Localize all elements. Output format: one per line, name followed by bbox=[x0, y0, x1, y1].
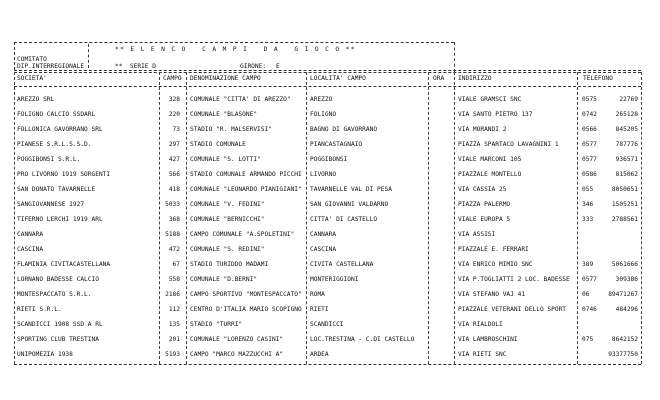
cell-localita: ROMA bbox=[310, 291, 325, 298]
table-row bbox=[0, 156, 660, 164]
cell-indirizzo: VIA LAMBROSCHINI bbox=[458, 336, 518, 343]
cell-localita: LOC.TRESTINA - C.DI CASTELLO bbox=[310, 336, 415, 343]
cell-prefisso: 0742 bbox=[582, 111, 597, 118]
cell-denominazione: COMUNALE "LEONARDO PIANIGIANI" bbox=[190, 186, 302, 193]
cell-campo: 418 bbox=[168, 186, 180, 193]
comitato-label: COMITATO bbox=[17, 56, 47, 63]
cell-societa: AREZZO SRL bbox=[17, 96, 55, 103]
cell-localita: POGGIBONSI bbox=[310, 156, 348, 163]
cell-numero: 2788561 bbox=[611, 216, 638, 223]
cell-prefisso: 0586 bbox=[582, 171, 597, 178]
cell-societa: PIANESE S.R.L.S.S.D. bbox=[17, 141, 92, 148]
cell-denominazione: COMUNALE "V. FEDINI" bbox=[190, 201, 265, 208]
col-header-campo: CAMPO bbox=[163, 75, 182, 82]
cell-indirizzo: VIA RIETI SNC bbox=[458, 351, 507, 358]
cell-indirizzo: VIA CASSIA 25 bbox=[458, 186, 507, 193]
cell-indirizzo: VIALE MARCONI 105 bbox=[458, 156, 522, 163]
table-row bbox=[0, 201, 660, 209]
dip-label: DIP.INTERREGIONALE bbox=[17, 63, 85, 70]
cell-localita: CITTA' DI CASTELLO bbox=[310, 216, 378, 223]
serie-label: ** SERIE D bbox=[115, 63, 156, 70]
document-title: ** E L E N C O C A M P I D A G I O C O ** bbox=[115, 46, 356, 53]
cell-campo: 2186 bbox=[165, 291, 180, 298]
header-divider bbox=[88, 44, 89, 68]
cell-localita: TAVARNELLE VAL DI PESA bbox=[310, 186, 392, 193]
cell-indirizzo: PIAZZA SPARTACO LAVAGNINI 1 bbox=[458, 141, 559, 148]
cell-societa: FOLIGNO CALCIO SSDARL bbox=[17, 111, 96, 118]
cell-numero: 787776 bbox=[615, 141, 638, 148]
header-separator bbox=[14, 70, 641, 71]
cell-campo: 5033 bbox=[165, 201, 180, 208]
cell-denominazione: CAMPO COMUNALE "A.SPOLETINI" bbox=[190, 231, 295, 238]
cell-denominazione: CAMPO SPORTIVO "MONTESPACCATO" bbox=[190, 291, 302, 298]
col-header-localita: LOCALITA' CAMPO bbox=[310, 75, 366, 82]
cell-campo: 558 bbox=[168, 276, 180, 283]
cell-indirizzo: VIA ENRICO MIMIO SNC bbox=[458, 261, 533, 268]
cell-prefisso: 075 bbox=[582, 336, 594, 343]
cell-denominazione: CENTRO D'ITALIA MARIO SCOPIGNO bbox=[190, 306, 302, 313]
cell-numero: 1505251 bbox=[611, 201, 638, 208]
cell-denominazione: COMUNALE "D.BERNI" bbox=[190, 276, 258, 283]
table-bottom-border bbox=[14, 364, 641, 365]
cell-indirizzo: VIA SANTO PIETRO 137 bbox=[458, 111, 533, 118]
cell-denominazione: STADIO TURIDDO MADAMI bbox=[190, 261, 269, 268]
col-header-ora: ORA bbox=[433, 75, 445, 82]
cell-prefisso: 06 bbox=[582, 291, 590, 298]
cell-indirizzo: VIA RIALDOLI bbox=[458, 321, 503, 328]
cell-prefisso: 0577 bbox=[582, 156, 597, 163]
cell-campo: 328 bbox=[168, 96, 180, 103]
cell-indirizzo: VIALE EUROPA 5 bbox=[458, 216, 511, 223]
cell-societa: TIFERNO LERCHI 1919 ARL bbox=[17, 216, 103, 223]
cell-numero: 89471267 bbox=[608, 291, 638, 298]
cell-denominazione: COMUNALE "LORENZO CASINI" bbox=[190, 336, 284, 343]
cell-campo: 67 bbox=[172, 261, 180, 268]
cell-numero: 936571 bbox=[615, 156, 638, 163]
cell-localita: LIVORNO bbox=[310, 171, 337, 178]
col-header-indirizzo: INDIRIZZO bbox=[458, 75, 492, 82]
header-right-border bbox=[454, 42, 455, 72]
cell-campo: 135 bbox=[168, 321, 180, 328]
table-row bbox=[0, 231, 660, 239]
cell-numero: 484296 bbox=[615, 306, 638, 313]
col-header-denominazione: DENOMINAZIONE CAMPO bbox=[190, 75, 261, 82]
header-left-border bbox=[14, 42, 15, 70]
columns-top-border bbox=[14, 72, 641, 73]
cell-localita: RIETI bbox=[310, 306, 329, 313]
top-border bbox=[14, 42, 454, 43]
cell-societa: LORNANO BADESSE CALCIO bbox=[17, 276, 99, 283]
cell-numero: 845205 bbox=[615, 126, 638, 133]
cell-denominazione: STADIO "R. MALSERVISI" bbox=[190, 126, 272, 133]
cell-indirizzo: VIALE GRAMSCI SNC bbox=[458, 96, 522, 103]
cell-localita: BAGNO DI GAVORRANO bbox=[310, 126, 378, 133]
cell-prefisso: 0746 bbox=[582, 306, 597, 313]
cell-societa: UNIPOMEZIA 1938 bbox=[17, 351, 73, 358]
girone-value: E bbox=[276, 63, 280, 70]
cell-numero: 22769 bbox=[619, 96, 638, 103]
cell-localita: SCANDICCI bbox=[310, 321, 344, 328]
table-row bbox=[0, 246, 660, 254]
cell-indirizzo: PIAZZALE MONTELLO bbox=[458, 171, 522, 178]
table-row bbox=[0, 111, 660, 119]
cell-prefisso: 389 bbox=[582, 261, 594, 268]
table-row bbox=[0, 216, 660, 224]
cell-denominazione: STADIO "TURRI" bbox=[190, 321, 243, 328]
table-row bbox=[0, 351, 660, 359]
table-row bbox=[0, 321, 660, 329]
cell-localita: MONTERIGGIONI bbox=[310, 276, 359, 283]
girone-label: GIRONE: bbox=[240, 63, 267, 70]
cell-societa: CASCINA bbox=[17, 246, 44, 253]
cell-prefisso: 346 bbox=[582, 201, 594, 208]
cell-societa: MONTESPACCATO S.R.L. bbox=[17, 291, 92, 298]
cell-localita: CANNARA bbox=[310, 231, 337, 238]
table-row bbox=[0, 276, 660, 284]
table-row bbox=[0, 186, 660, 194]
cell-prefisso: 0577 bbox=[582, 276, 597, 283]
cell-campo: 472 bbox=[168, 246, 180, 253]
cell-numero: 8050651 bbox=[611, 186, 638, 193]
cell-indirizzo: VIA STEFANO VAJ 41 bbox=[458, 291, 526, 298]
cell-denominazione: COMUNALE "BLASONE" bbox=[190, 111, 258, 118]
cell-numero: 5061666 bbox=[611, 261, 638, 268]
cell-indirizzo: VIA ASSISI bbox=[458, 231, 496, 238]
col-header-societa: SOCIETA' bbox=[17, 75, 47, 82]
cell-indirizzo: VIA MORANDI 2 bbox=[458, 126, 507, 133]
table-row bbox=[0, 291, 660, 299]
cell-denominazione: COMUNALE "S. REDINI" bbox=[190, 246, 265, 253]
cell-societa: POGGIBONSI S.R.L. bbox=[17, 156, 81, 163]
cell-localita: CIVITA CASTELLANA bbox=[310, 261, 374, 268]
cell-prefisso: 0577 bbox=[582, 141, 597, 148]
cell-localita: FOLIGNO bbox=[310, 111, 337, 118]
cell-denominazione: STADIO COMUNALE bbox=[190, 141, 246, 148]
col-header-telefono: TELEFONO bbox=[583, 75, 613, 82]
columns-bottom-border bbox=[14, 86, 641, 87]
table-row bbox=[0, 306, 660, 314]
cell-denominazione: CAMPO "MARCO MAZZUCCHI A" bbox=[190, 351, 284, 358]
table-row bbox=[0, 126, 660, 134]
cell-denominazione: COMUNALE "S. LOTTI" bbox=[190, 156, 261, 163]
cell-prefisso: 055 bbox=[582, 186, 594, 193]
cell-societa: PRO LIVORNO 1919 SORGENTI bbox=[17, 171, 111, 178]
cell-campo: 427 bbox=[168, 156, 180, 163]
cell-campo: 201 bbox=[168, 336, 180, 343]
cell-localita: ARDEA bbox=[310, 351, 329, 358]
cell-indirizzo: PIAZZALE E. FERRARI bbox=[458, 246, 529, 253]
cell-numero: 815062 bbox=[615, 171, 638, 178]
table-row bbox=[0, 261, 660, 269]
table-row bbox=[0, 96, 660, 104]
cell-prefisso: 0566 bbox=[582, 126, 597, 133]
cell-indirizzo: VIA P.TOGLIATTI 2 LOC. BADESSE bbox=[458, 276, 570, 283]
cell-societa: SAN DONATO TAVARNELLE bbox=[17, 186, 96, 193]
cell-denominazione: COMUNALE "BERNICCHI" bbox=[190, 216, 265, 223]
cell-denominazione: STADIO COMUNALE ARMANDO PICCHI bbox=[190, 171, 302, 178]
cell-campo: 297 bbox=[168, 141, 180, 148]
cell-numero: 93377750 bbox=[608, 351, 638, 358]
cell-campo: 368 bbox=[168, 216, 180, 223]
table-row bbox=[0, 171, 660, 179]
cell-indirizzo: PIAZZA PALERMO bbox=[458, 201, 511, 208]
cell-numero: 309386 bbox=[615, 276, 638, 283]
cell-societa: CANNARA bbox=[17, 231, 44, 238]
cell-numero: 8642152 bbox=[611, 336, 638, 343]
cell-campo: 5193 bbox=[165, 351, 180, 358]
cell-societa: SANGIOVANNESE 1927 bbox=[17, 201, 85, 208]
cell-prefisso: 333 bbox=[582, 216, 594, 223]
cell-campo: 73 bbox=[172, 126, 180, 133]
cell-societa: FLAMINIA CIVITACASTELLANA bbox=[17, 261, 111, 268]
cell-prefisso: 0575 bbox=[582, 96, 597, 103]
cell-localita: CASCINA bbox=[310, 246, 337, 253]
cell-campo: 220 bbox=[168, 111, 180, 118]
cell-denominazione: COMUNALE "CITTA' DI AREZZO" bbox=[190, 96, 291, 103]
cell-indirizzo: PIAZZALE VETERANI DELLO SPORT bbox=[458, 306, 567, 313]
cell-societa: SCANDICCI 1908 SSD A RL bbox=[17, 321, 103, 328]
cell-campo: 5188 bbox=[165, 231, 180, 238]
table-row bbox=[0, 336, 660, 344]
cell-campo: 112 bbox=[168, 306, 180, 313]
cell-localita: PIANCASTAGNAIO bbox=[310, 141, 363, 148]
cell-localita: SAN GIOVANNI VALDARNO bbox=[310, 201, 389, 208]
cell-campo: 566 bbox=[168, 171, 180, 178]
cell-societa: RIETI S.R.L. bbox=[17, 306, 62, 313]
cell-numero: 265128 bbox=[615, 111, 638, 118]
cell-localita: AREZZO bbox=[310, 96, 333, 103]
table-row bbox=[0, 141, 660, 149]
cell-societa: SPORTING CLUB TRESTINA bbox=[17, 336, 99, 343]
cell-societa: FOLLONICA GAVORRANO SRL bbox=[17, 126, 103, 133]
column-header-row bbox=[0, 75, 660, 83]
